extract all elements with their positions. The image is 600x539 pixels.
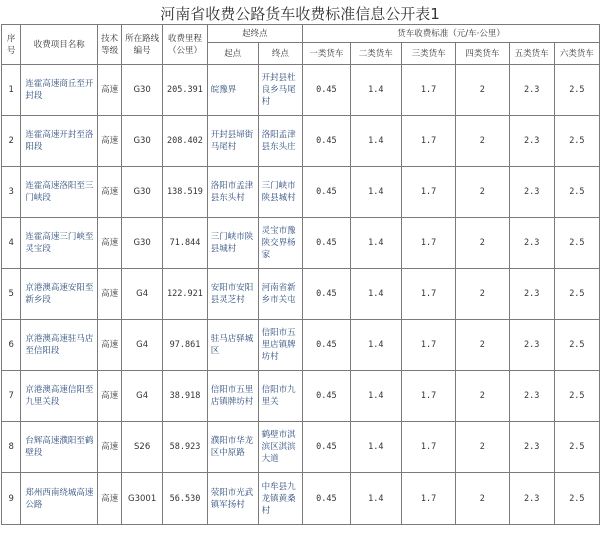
cell-start: 驻马店驿城区 [207,320,258,371]
header-class-2: 二类货车 [350,43,401,65]
cell-fee-class-6: 2.5 [554,269,599,320]
cell-fee-class-3: 1.7 [402,371,456,422]
cell-project-name: 连霍高速三门峡至灵宝段 [21,218,98,269]
cell-seq: 7 [2,371,21,422]
header-start: 起点 [207,43,258,65]
cell-route: G30 [122,65,163,116]
cell-mileage: 138.519 [163,167,208,218]
table-row [2,116,600,167]
cell-end: 洛阳孟津县东头庄 [258,116,303,167]
cell-mileage: 71.844 [163,218,208,269]
cell-fee-class-6: 2.5 [554,422,599,473]
cell-mileage: 208.402 [163,116,208,167]
document-title: 河南省收费公路货车收费标准信息公开表1 [160,5,440,23]
cell-project-name: 台辉高速濮阳至鹤壁段 [21,422,98,473]
table-row [2,320,600,371]
cell-route: G4 [122,269,163,320]
cell-grade: 高速 [98,116,122,167]
cell-fee-class-1: 0.45 [303,116,350,167]
cell-fee-class-4: 2 [456,218,509,269]
cell-fee-class-1: 0.45 [303,65,350,116]
table-row [2,218,600,269]
cell-fee-class-3: 1.7 [402,116,456,167]
cell-fee-class-5: 2.3 [509,473,554,525]
cell-start: 皖豫界 [207,65,258,116]
header-fee-standard: 货车收费标准（元/车·公里） [303,25,600,43]
cell-end: 信阳市九里关 [258,371,303,422]
cell-fee-class-1: 0.45 [303,269,350,320]
cell-project-name: 郑州西南绕城高速公路 [21,473,98,525]
cell-fee-class-4: 2 [456,371,509,422]
cell-fee-class-5: 2.3 [509,65,554,116]
cell-fee-class-2: 1.4 [350,167,401,218]
cell-project-name: 连霍高速开封至洛阳段 [21,116,98,167]
cell-fee-class-2: 1.4 [350,473,401,525]
cell-end: 三门峡市陕县城村 [258,167,303,218]
cell-fee-class-2: 1.4 [350,116,401,167]
cell-fee-class-6: 2.5 [554,473,599,525]
toll-fee-table [1,24,600,525]
cell-fee-class-5: 2.3 [509,269,554,320]
header-grade: 技术等级 [98,25,122,65]
cell-start: 濮阳市华龙区中原路 [207,422,258,473]
cell-mileage: 122.921 [163,269,208,320]
cell-fee-class-3: 1.7 [402,269,456,320]
cell-fee-class-1: 0.45 [303,218,350,269]
cell-project-name: 京港澳高速安阳至新乡段 [21,269,98,320]
table-row [2,65,600,116]
cell-route: G4 [122,371,163,422]
cell-route: G30 [122,167,163,218]
cell-fee-class-4: 2 [456,269,509,320]
cell-seq: 9 [2,473,21,525]
table-row [2,371,600,422]
header-project: 收费项目名称 [21,25,98,65]
cell-fee-class-1: 0.45 [303,320,350,371]
cell-project-name: 京港澳高速信阳至九里关段 [21,371,98,422]
cell-mileage: 38.918 [163,371,208,422]
cell-mileage: 97.861 [163,320,208,371]
header-mileage: 收费里程（公里） [163,25,208,65]
cell-grade: 高速 [98,473,122,525]
cell-grade: 高速 [98,269,122,320]
header-route: 所在路线编号 [122,25,163,65]
cell-seq: 6 [2,320,21,371]
cell-route: G4 [122,320,163,371]
cell-fee-class-6: 2.5 [554,218,599,269]
header-endpoints: 起终点 [207,25,302,43]
table-row [2,422,600,473]
cell-start: 信阳市五里店镇牌坊村 [207,371,258,422]
cell-fee-class-5: 2.3 [509,320,554,371]
cell-grade: 高速 [98,65,122,116]
cell-grade: 高速 [98,167,122,218]
cell-fee-class-4: 2 [456,116,509,167]
cell-grade: 高速 [98,218,122,269]
cell-fee-class-2: 1.4 [350,269,401,320]
cell-fee-class-5: 2.3 [509,218,554,269]
cell-end: 灵宝市豫陕交界杨家 [258,218,303,269]
cell-seq: 1 [2,65,21,116]
cell-fee-class-4: 2 [456,422,509,473]
cell-fee-class-2: 1.4 [350,65,401,116]
cell-route: G30 [122,218,163,269]
table-row [2,269,600,320]
cell-end: 河南省新乡市关屯 [258,269,303,320]
cell-start: 开封县埽街马尾村 [207,116,258,167]
cell-fee-class-6: 2.5 [554,371,599,422]
header-seq: 序号 [2,25,21,65]
cell-fee-class-5: 2.3 [509,371,554,422]
cell-mileage: 58.923 [163,422,208,473]
cell-project-name: 连霍高速商丘至开封段 [21,65,98,116]
cell-fee-class-6: 2.5 [554,167,599,218]
cell-start: 荥阳市光武镇军扬村 [207,473,258,525]
cell-fee-class-1: 0.45 [303,371,350,422]
header-class-1: 一类货车 [303,43,350,65]
cell-fee-class-5: 2.3 [509,116,554,167]
cell-grade: 高速 [98,371,122,422]
cell-fee-class-2: 1.4 [350,218,401,269]
cell-seq: 5 [2,269,21,320]
header-class-4: 四类货车 [456,43,509,65]
header-class-6: 六类货车 [554,43,599,65]
cell-grade: 高速 [98,422,122,473]
cell-end: 中牟县九龙镇黄桑村 [258,473,303,525]
cell-mileage: 56.530 [163,473,208,525]
cell-fee-class-5: 2.3 [509,422,554,473]
cell-fee-class-4: 2 [456,65,509,116]
cell-fee-class-3: 1.7 [402,65,456,116]
header-end: 终点 [258,43,303,65]
cell-fee-class-3: 1.7 [402,320,456,371]
cell-fee-class-5: 2.3 [509,167,554,218]
cell-start: 洛阳市孟津县东头村 [207,167,258,218]
table-row [2,167,600,218]
cell-seq: 4 [2,218,21,269]
cell-fee-class-4: 2 [456,473,509,525]
cell-fee-class-3: 1.7 [402,167,456,218]
cell-fee-class-3: 1.7 [402,422,456,473]
cell-start: 三门峡市陕县城村 [207,218,258,269]
cell-fee-class-4: 2 [456,320,509,371]
cell-mileage: 205.391 [163,65,208,116]
table-row [2,473,600,525]
cell-end: 鹤壁市淇滨区淇滨大道 [258,422,303,473]
cell-fee-class-6: 2.5 [554,65,599,116]
header-class-5: 五类货车 [509,43,554,65]
cell-fee-class-1: 0.45 [303,473,350,525]
cell-fee-class-6: 2.5 [554,116,599,167]
cell-project-name: 连霍高速洛阳至三门峡段 [21,167,98,218]
cell-start: 安阳市安阳县灵芝村 [207,269,258,320]
cell-fee-class-2: 1.4 [350,371,401,422]
cell-fee-class-4: 2 [456,167,509,218]
cell-seq: 2 [2,116,21,167]
cell-fee-class-3: 1.7 [402,218,456,269]
cell-route: S26 [122,422,163,473]
cell-fee-class-1: 0.45 [303,167,350,218]
cell-fee-class-1: 0.45 [303,422,350,473]
header-class-3: 三类货车 [402,43,456,65]
cell-seq: 3 [2,167,21,218]
cell-grade: 高速 [98,320,122,371]
cell-fee-class-2: 1.4 [350,320,401,371]
cell-route: G3001 [122,473,163,525]
cell-fee-class-3: 1.7 [402,473,456,525]
cell-fee-class-2: 1.4 [350,422,401,473]
cell-route: G30 [122,116,163,167]
cell-seq: 8 [2,422,21,473]
cell-fee-class-6: 2.5 [554,320,599,371]
cell-end: 信阳市五里店镇牌坊村 [258,320,303,371]
cell-end: 开封县杜良乡马尾村 [258,65,303,116]
cell-project-name: 京港澳高速驻马店至信阳段 [21,320,98,371]
